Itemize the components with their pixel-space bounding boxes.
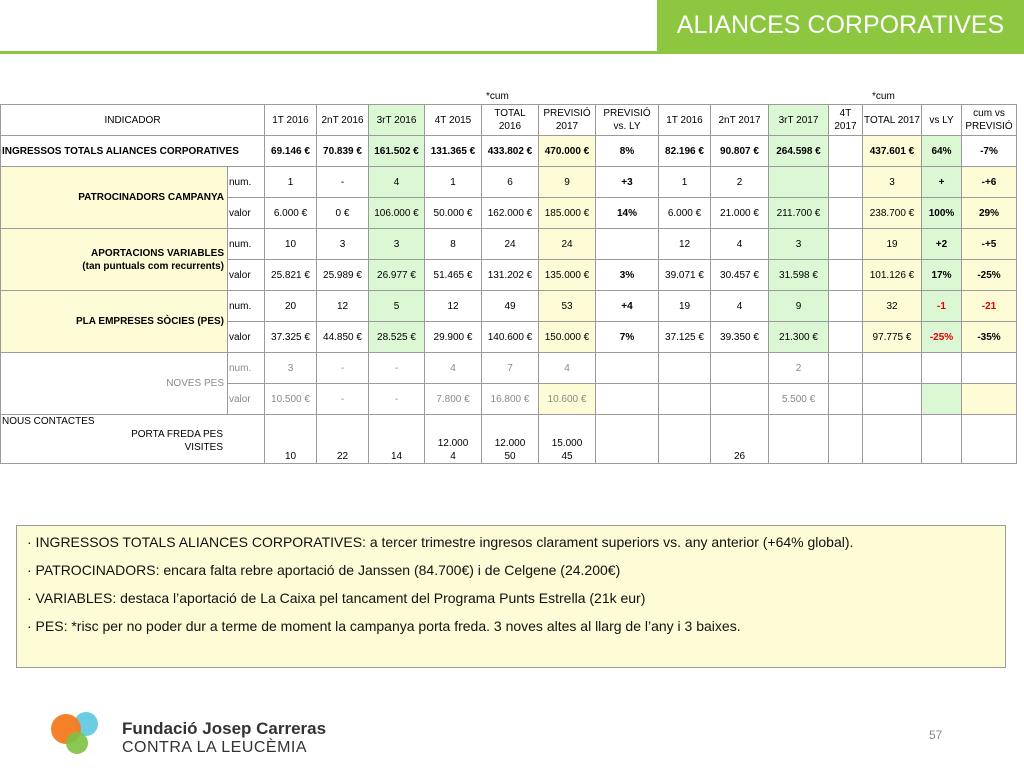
- data-cell: -: [369, 384, 425, 415]
- data-cell: 3%: [596, 260, 659, 291]
- column-header: 4T 2015: [425, 105, 482, 136]
- data-cell: 25.989 €: [317, 260, 369, 291]
- data-cell: 150.000 €: [539, 322, 596, 353]
- contacts-cell: [659, 415, 711, 464]
- total-cell: 131.365 €: [425, 136, 482, 167]
- group-label-text-2: (tan puntuals com recurrents): [82, 260, 224, 272]
- group-label-text: PLA EMPRESES SÒCIES (PES): [76, 316, 224, 327]
- total-cell: 70.839 €: [317, 136, 369, 167]
- data-cell: 10.500 €: [265, 384, 317, 415]
- note-ingressos: · INGRESSOS TOTALS ALIANCES CORPORATIVES: a tercer trimestre ingresos clarament superiors vs. any anterior (+64% global).: [27, 534, 854, 550]
- sub-label: valor: [228, 260, 265, 291]
- sub-label: num.: [228, 353, 265, 384]
- column-header: 3rT 2016: [369, 105, 425, 136]
- org-tagline: CONTRA LA LEUCÈMIA: [122, 739, 308, 756]
- sub-label: valor: [228, 384, 265, 415]
- column-header: 2nT 2017: [711, 105, 769, 136]
- data-cell: [829, 229, 863, 260]
- data-cell: [769, 167, 829, 198]
- total-cell: 470.000 €: [539, 136, 596, 167]
- contacts-cell: 15.000 45: [539, 415, 596, 464]
- column-header: TOTAL 2016: [482, 105, 539, 136]
- group-row: [1, 291, 1017, 322]
- data-cell: 135.000 €: [539, 260, 596, 291]
- data-cell: 1: [425, 167, 482, 198]
- data-cell: 53: [539, 291, 596, 322]
- cum-mark-2016: *cum: [486, 91, 509, 102]
- data-cell: 6.000 €: [265, 198, 317, 229]
- contacts-labels: [1, 415, 265, 464]
- data-cell: 238.700 €: [863, 198, 922, 229]
- data-cell: -+5: [962, 229, 1017, 260]
- data-cell: 19: [863, 229, 922, 260]
- data-cell: 50.000 €: [425, 198, 482, 229]
- data-cell: 17%: [922, 260, 962, 291]
- contacts-cell: [829, 415, 863, 464]
- data-cell: 12: [659, 229, 711, 260]
- data-cell: [711, 353, 769, 384]
- note-pes: · PES: *risc per no poder dur a terme de moment la campanya porta freda. 3 noves altes al llarg de l’any i 3 baixes.: [27, 618, 741, 634]
- column-header: 2nT 2016: [317, 105, 369, 136]
- data-cell: 6.000 €: [659, 198, 711, 229]
- data-cell: 29.900 €: [425, 322, 482, 353]
- total-cell: 264.598 €: [769, 136, 829, 167]
- data-cell: 24: [539, 229, 596, 260]
- slide-title-box: [657, 0, 1024, 51]
- data-cell: 24: [482, 229, 539, 260]
- total-row: [1, 136, 1017, 167]
- data-cell: 5.500 €: [769, 384, 829, 415]
- data-cell: -25%: [922, 322, 962, 353]
- data-cell: -25%: [962, 260, 1017, 291]
- group-label: [1, 229, 228, 291]
- data-cell: 3: [317, 229, 369, 260]
- column-header: PREVISIÓ vs. LY: [596, 105, 659, 136]
- header-row: [1, 105, 1017, 136]
- column-header: 4T 2017: [829, 105, 863, 136]
- total-cell: [829, 136, 863, 167]
- data-cell: 97.775 €: [863, 322, 922, 353]
- sub-label: num.: [228, 167, 265, 198]
- data-cell: 0 €: [317, 198, 369, 229]
- data-cell: 3: [265, 353, 317, 384]
- group-label-text: NOVES PES: [166, 378, 224, 389]
- data-cell: 14%: [596, 198, 659, 229]
- group-label-text: PATROCINADORS CAMPANYA: [78, 192, 224, 203]
- data-cell: 12: [317, 291, 369, 322]
- cum-mark-2017: *cum: [872, 91, 895, 102]
- data-cell: 4: [425, 353, 482, 384]
- data-cell: 31.598 €: [769, 260, 829, 291]
- data-cell: 10.600 €: [539, 384, 596, 415]
- data-cell: -: [369, 353, 425, 384]
- data-cell: 162.000 €: [482, 198, 539, 229]
- data-cell: [659, 353, 711, 384]
- title-divider: [0, 51, 1024, 54]
- data-cell: [596, 384, 659, 415]
- data-cell: 1: [265, 167, 317, 198]
- data-cell: [659, 384, 711, 415]
- column-header: 1T 2016: [659, 105, 711, 136]
- data-cell: -: [317, 167, 369, 198]
- data-cell: 30.457 €: [711, 260, 769, 291]
- column-header: 1T 2016: [265, 105, 317, 136]
- group-row: [1, 167, 1017, 198]
- contacts-cell: 12.000 50: [482, 415, 539, 464]
- data-cell: -35%: [962, 322, 1017, 353]
- notes-box: [16, 525, 1006, 668]
- sub-label: num.: [228, 291, 265, 322]
- data-cell: 5: [369, 291, 425, 322]
- contacts-cell: [962, 415, 1017, 464]
- data-cell: 4: [539, 353, 596, 384]
- contacts-cell: 12.000 4: [425, 415, 482, 464]
- data-cell: 51.465 €: [425, 260, 482, 291]
- data-cell: [863, 353, 922, 384]
- slide-title: ALIANCES CORPORATIVES: [676, 11, 1005, 39]
- data-cell: 2: [711, 167, 769, 198]
- data-cell: 131.202 €: [482, 260, 539, 291]
- data-cell: 39.350 €: [711, 322, 769, 353]
- data-cell: 106.000 €: [369, 198, 425, 229]
- total-cell: 64%: [922, 136, 962, 167]
- data-cell: [829, 260, 863, 291]
- data-cell: 21.300 €: [769, 322, 829, 353]
- data-cell: 101.126 €: [863, 260, 922, 291]
- data-cell: [596, 353, 659, 384]
- total-cell: 8%: [596, 136, 659, 167]
- contacts-row: [1, 415, 1017, 464]
- column-header: INDICADOR: [1, 105, 265, 136]
- sub-label: valor: [228, 198, 265, 229]
- data-cell: 140.600 €: [482, 322, 539, 353]
- data-cell: 37.125 €: [659, 322, 711, 353]
- data-cell: 185.000 €: [539, 198, 596, 229]
- data-cell: 16.800 €: [482, 384, 539, 415]
- data-cell: 100%: [922, 198, 962, 229]
- data-cell: 37.325 €: [265, 322, 317, 353]
- data-cell: 3: [369, 229, 425, 260]
- group-row: [1, 229, 1017, 260]
- group-row: [1, 353, 1017, 384]
- data-cell: -+6: [962, 167, 1017, 198]
- contacts-cell: 26: [711, 415, 769, 464]
- total-cell: 161.502 €: [369, 136, 425, 167]
- data-cell: [829, 167, 863, 198]
- group-label: [1, 167, 228, 229]
- fundacio-logo-icon: [48, 707, 108, 755]
- data-cell: 29%: [962, 198, 1017, 229]
- contacts-label: VISITES: [184, 442, 223, 453]
- total-label: INGRESSOS TOTALS ALIANCES CORPORATIVES: [1, 136, 265, 167]
- data-cell: 211.700 €: [769, 198, 829, 229]
- data-cell: 6: [482, 167, 539, 198]
- contacts-label: NOUS CONTACTES: [2, 416, 95, 427]
- data-cell: 2: [769, 353, 829, 384]
- group-label-text: APORTACIONS VARIABLES: [91, 247, 224, 259]
- data-cell: [829, 322, 863, 353]
- data-cell: -21: [962, 291, 1017, 322]
- note-variables: · VARIABLES: destaca l’aportació de La Caixa pel tancament del Programa Punts Estrella (21k eur): [27, 590, 646, 606]
- data-cell: 3: [863, 167, 922, 198]
- data-cell: [829, 291, 863, 322]
- data-cell: 21.000 €: [711, 198, 769, 229]
- contacts-cell: [596, 415, 659, 464]
- data-cell: +: [922, 167, 962, 198]
- total-cell: 433.802 €: [482, 136, 539, 167]
- contacts-cell: [769, 415, 829, 464]
- contacts-cell: [922, 415, 962, 464]
- data-cell: 4: [369, 167, 425, 198]
- data-cell: -: [317, 353, 369, 384]
- data-cell: -: [317, 384, 369, 415]
- page-number: 57: [929, 728, 943, 742]
- data-cell: [596, 229, 659, 260]
- data-cell: 39.071 €: [659, 260, 711, 291]
- data-cell: 19: [659, 291, 711, 322]
- data-cell: 7.800 €: [425, 384, 482, 415]
- data-cell: 20: [265, 291, 317, 322]
- column-header: cum vs PREVISIÓ: [962, 105, 1017, 136]
- sub-label: valor: [228, 322, 265, 353]
- data-cell: [962, 353, 1017, 384]
- data-cell: 49: [482, 291, 539, 322]
- data-cell: [711, 384, 769, 415]
- contacts-cell: 14: [369, 415, 425, 464]
- contacts-cell: 10: [265, 415, 317, 464]
- data-cell: 3: [769, 229, 829, 260]
- data-cell: 1: [659, 167, 711, 198]
- data-cell: [962, 384, 1017, 415]
- column-header: PREVISIÓ 2017: [539, 105, 596, 136]
- data-cell: [863, 384, 922, 415]
- org-name: Fundació Josep Carreras: [122, 719, 327, 738]
- indicators-table: [0, 104, 1017, 464]
- data-cell: 7: [482, 353, 539, 384]
- total-cell: 437.601 €: [863, 136, 922, 167]
- total-cell: 82.196 €: [659, 136, 711, 167]
- sub-label: num.: [228, 229, 265, 260]
- data-cell: 25.821 €: [265, 260, 317, 291]
- total-cell: 90.807 €: [711, 136, 769, 167]
- data-cell: +4: [596, 291, 659, 322]
- data-cell: -1: [922, 291, 962, 322]
- data-cell: [922, 353, 962, 384]
- column-header: 3rT 2017: [769, 105, 829, 136]
- data-cell: 7%: [596, 322, 659, 353]
- total-cell: 69.146 €: [265, 136, 317, 167]
- data-cell: 9: [769, 291, 829, 322]
- data-cell: 44.850 €: [317, 322, 369, 353]
- contacts-cell: [863, 415, 922, 464]
- data-cell: 26.977 €: [369, 260, 425, 291]
- data-cell: 8: [425, 229, 482, 260]
- contacts-label: PORTA FREDA PES: [131, 429, 223, 440]
- column-header: vs LY: [922, 105, 962, 136]
- note-patrocinadors: · PATROCINADORS: encara falta rebre aportació de Janssen (84.700€) i de Celgene (24.200€): [27, 562, 621, 578]
- data-cell: 12: [425, 291, 482, 322]
- data-cell: 10: [265, 229, 317, 260]
- data-cell: +3: [596, 167, 659, 198]
- group-label: [1, 291, 228, 353]
- data-cell: 32: [863, 291, 922, 322]
- data-cell: 9: [539, 167, 596, 198]
- group-label: [1, 353, 228, 415]
- data-cell: 28.525 €: [369, 322, 425, 353]
- column-header: TOTAL 2017: [863, 105, 922, 136]
- data-cell: [829, 198, 863, 229]
- data-cell: +2: [922, 229, 962, 260]
- data-cell: [922, 384, 962, 415]
- total-cell: -7%: [962, 136, 1017, 167]
- data-cell: [829, 353, 863, 384]
- data-cell: 4: [711, 229, 769, 260]
- contacts-cell: 22: [317, 415, 369, 464]
- data-cell: 4: [711, 291, 769, 322]
- data-cell: [829, 384, 863, 415]
